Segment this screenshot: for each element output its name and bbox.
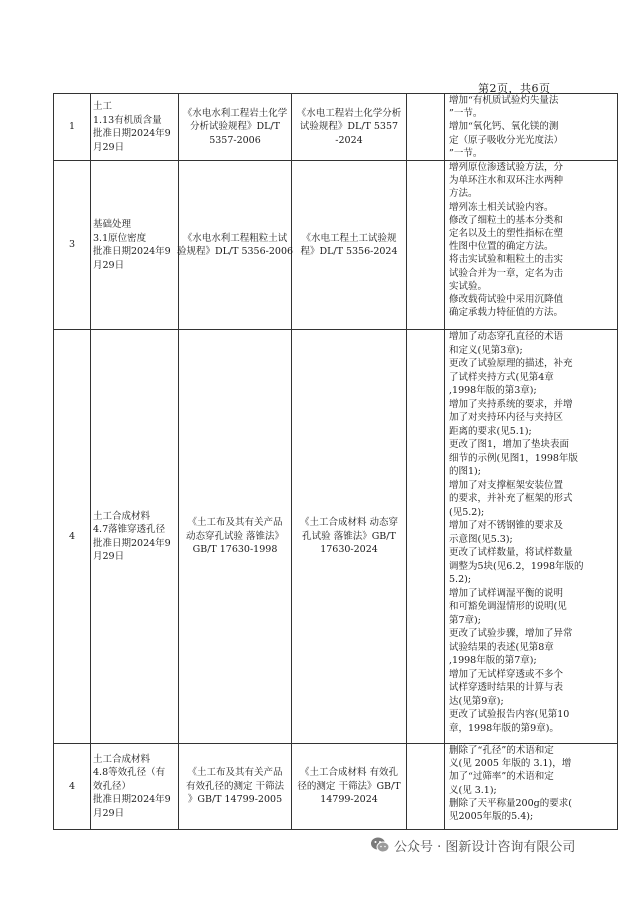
watermark-text: 公众号 · 图新设计咨询有限公司 <box>394 839 576 855</box>
table-row <box>54 161 618 330</box>
new-standard: 《水电工程岩土化学分析 试验规程》DL/T 5357 -2024 <box>292 94 407 160</box>
table-row <box>54 94 618 161</box>
table-row <box>54 744 618 830</box>
new-standard: 《土工合成材料 动态穿 孔试验 落锥法》GB/T 17630-2024 <box>292 330 407 743</box>
change-summary: 增列原位渗透试验方法，分 为单环注水和双环注水两种 方法。 增列冻土相关试验内容。 修改了细粒土的基本分类和 定名以及土的塑性指标在塑 性图中位置的确定方法。 将击实试验和粗粒土的击实 试验合并为一章，定名为击 实试验。 修改载荷试验中采用沉降值 确定承载力特征值的方法。 <box>445 161 618 329</box>
table-row <box>54 330 618 744</box>
old-standard: 《水电水利工程岩土化学 分析试验规程》DL/T 5357-2006 <box>179 94 292 160</box>
new-standard: 《水电工程土工试验规 程》DL/T 5356-2024 <box>292 161 407 329</box>
watermark <box>370 835 575 855</box>
old-standard: 《水电水利工程粗粒土试 验规程》DL/T 5356-2006 <box>179 161 292 329</box>
row-number: 4 <box>54 744 91 829</box>
old-standard: 《土工布及其有关产品 动态穿孔试验 落锥法》 GB/T 17630-1998 <box>179 330 292 743</box>
item-name: 土工 1.13有机质含量 批准日期2024年9 月29日 <box>91 94 179 160</box>
standards-change-table <box>53 93 618 830</box>
blank-cell <box>407 744 445 829</box>
item-name: 土工合成材料 4.7落锥穿透孔径 批准日期2024年9 月29日 <box>91 330 179 743</box>
blank-cell <box>407 330 445 743</box>
old-standard: 《土工布及其有关产品 有效孔径的测定 干筛法 》GB/T 14799-2005 <box>179 744 292 829</box>
row-number: 3 <box>54 161 91 329</box>
item-name: 土工合成材料 4.8等效孔径（有 效孔径） 批准日期2024年9 月29日 <box>91 744 179 829</box>
row-number: 1 <box>54 94 91 160</box>
new-standard: 《土工合成材料 有效孔 径的测定 干筛法》GB/T 14799-2024 <box>292 744 407 829</box>
blank-cell <box>407 161 445 329</box>
item-name: 基础处理 3.1原位密度 批准日期2024年9 月29日 <box>91 161 179 329</box>
wechat-icon <box>370 835 390 855</box>
row-number: 4 <box>54 330 91 743</box>
blank-cell <box>407 94 445 160</box>
change-summary: 增加了动态穿孔直径的术语 和定义(见第3章); 更改了试验原理的描述，补充 了试样夹持方式(见第4章 ,1998年版的第3章); 增加了夹持系统的要求，并增 加了对夹持环内径与夹持区 距离的要求(见5.1); 更改了图1，增加了垫块表面 细节的示例(见图1，1998年版 的图1); 增加了对支撑框架安装位置 的要求，并补充了框架的形式 (见5.2); 增加了对不锈钢锥的要求及 示意图(见5.3); 更改了试样数量，将试样数量 调整为5块(见6.2，1998年版的 5.2); 增加了试样调湿平衡的说明 和可豁免调湿情形的说明(见 第7章); 更改了试验步骤，增加了异常 试验结果的表述(见第8章 ,1998年版的第7章); 增加了无试样穿透或不多个 试样穿透时结果的计算与表 达(见第9章); 更改了试验报告内容(见第10 章，1998年版的第9章)。 <box>445 330 618 743</box>
change-summary: 增加“有机质试验灼失量法 ”一节。 增加“氧化钙、氧化镁的测 定（原子吸收分光光度法） ”一节。 <box>445 94 618 160</box>
page-number: 第2页，共6页 <box>478 82 551 95</box>
change-summary: 删除了“孔径”的术语和定 义(见 2005 年版的 3.1)，增 加了“过筛率”的术语和定 义(见 3.1); 删除了天平称量200g的要求( 见2005年版的5.4); <box>445 744 618 829</box>
